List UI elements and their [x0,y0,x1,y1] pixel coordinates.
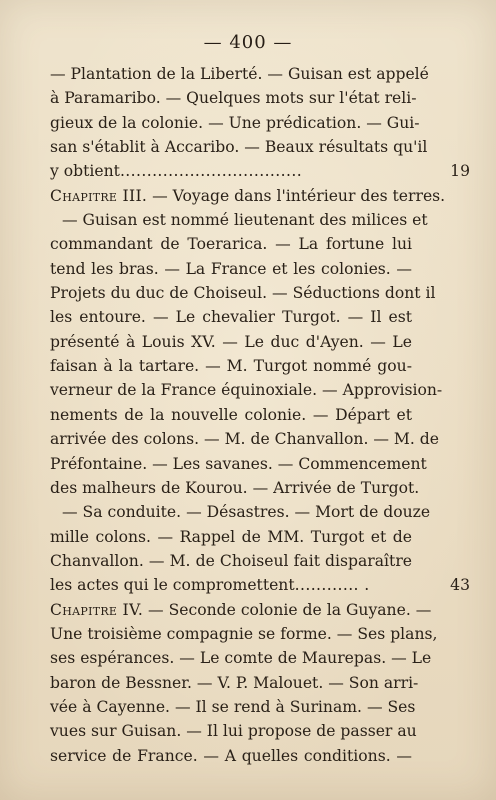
toc-line: Préfontaine. — Les savanes. — Commencement [50,454,427,473]
toc-line: — Plantation de la Liberté. — Guisan est appelé [50,65,429,83]
toc-line: faisan à la tartare. — M. Turgot nommé gou- [50,357,412,376]
toc-entry-last-line [50,159,470,183]
toc-line: des malheurs de Kourou. — Arrivée de Turgot. [50,478,420,497]
toc-line: les entoure. — Le chevalier Turgot. — Il est [50,308,412,327]
page-reference: 43 [450,576,470,595]
toc-line: à Paramaribo. — Quelques mots sur l'état reli- [50,89,417,108]
toc-line: présenté à Louis XV. — Le duc d'Ayen. — Le [50,332,412,351]
dot-leader: ............ . [294,576,370,595]
page-number: — 400 — [203,32,293,53]
chapter-heading-line [50,598,432,622]
chapter-label: Chapitre IV. [50,600,144,619]
toc-line: commandant de Toerarica. — La fortune lui [50,235,412,254]
toc-line: verneur de la France équinoxiale. — Approvision- [50,381,443,400]
toc-line-text: — Seconde colonie de la Guyane. — [143,600,432,619]
toc-line: service de France. — A quelles conditions. — [50,746,412,765]
toc-entry-last-line [50,573,470,597]
toc-line: tend les bras. — La France et les colonies. — [50,259,412,278]
page-reference: 19 [450,162,470,181]
dot-leader: .................................. [119,162,303,181]
toc-line: san s'établit à Accaribo. — Beaux résultats qu'il [50,138,428,157]
toc-line-text: les actes qui le compromettent [50,576,295,595]
chapter-label: Chapitre III. [50,186,148,205]
toc-line: Projets du duc de Choiseul. — Séductions dont il [50,284,436,303]
toc-line: nements de la nouvelle colonie. — Départ et [50,405,412,424]
toc-line: vues sur Guisan. — Il lui propose de passer au [50,722,417,741]
toc-line: — Guisan est nommé lieutenant des milices et [62,211,428,230]
toc-line-text: y obtient [50,162,120,181]
toc-line: Chanvallon. — M. de Choiseul fait disparaître [50,551,412,570]
toc-line: baron de Bessner. — V. P. Malouet. — Son arri- [50,673,419,692]
toc-line: vée à Cayenne. — Il se rend à Surinam. — Ses [50,697,416,716]
toc-line: ses espérances. — Le comte de Maurepas. — Le [50,649,432,668]
toc-line: arrivée des colons. — M. de Chanvallon. — M. de [50,430,440,449]
table-of-contents [50,62,470,768]
toc-line: mille colons. — Rappel de MM. Turgot et de [50,527,412,546]
toc-line: — Sa conduite. — Désastres. — Mort de douze [62,503,431,522]
toc-line-text: — Voyage dans l'intérieur des terres. [147,186,446,205]
toc-line: gieux de la colonie. — Une prédication. — Gui- [50,113,420,132]
toc-line: Une troisième compagnie se forme. — Ses plans, [50,624,438,643]
chapter-heading-line [50,184,446,208]
